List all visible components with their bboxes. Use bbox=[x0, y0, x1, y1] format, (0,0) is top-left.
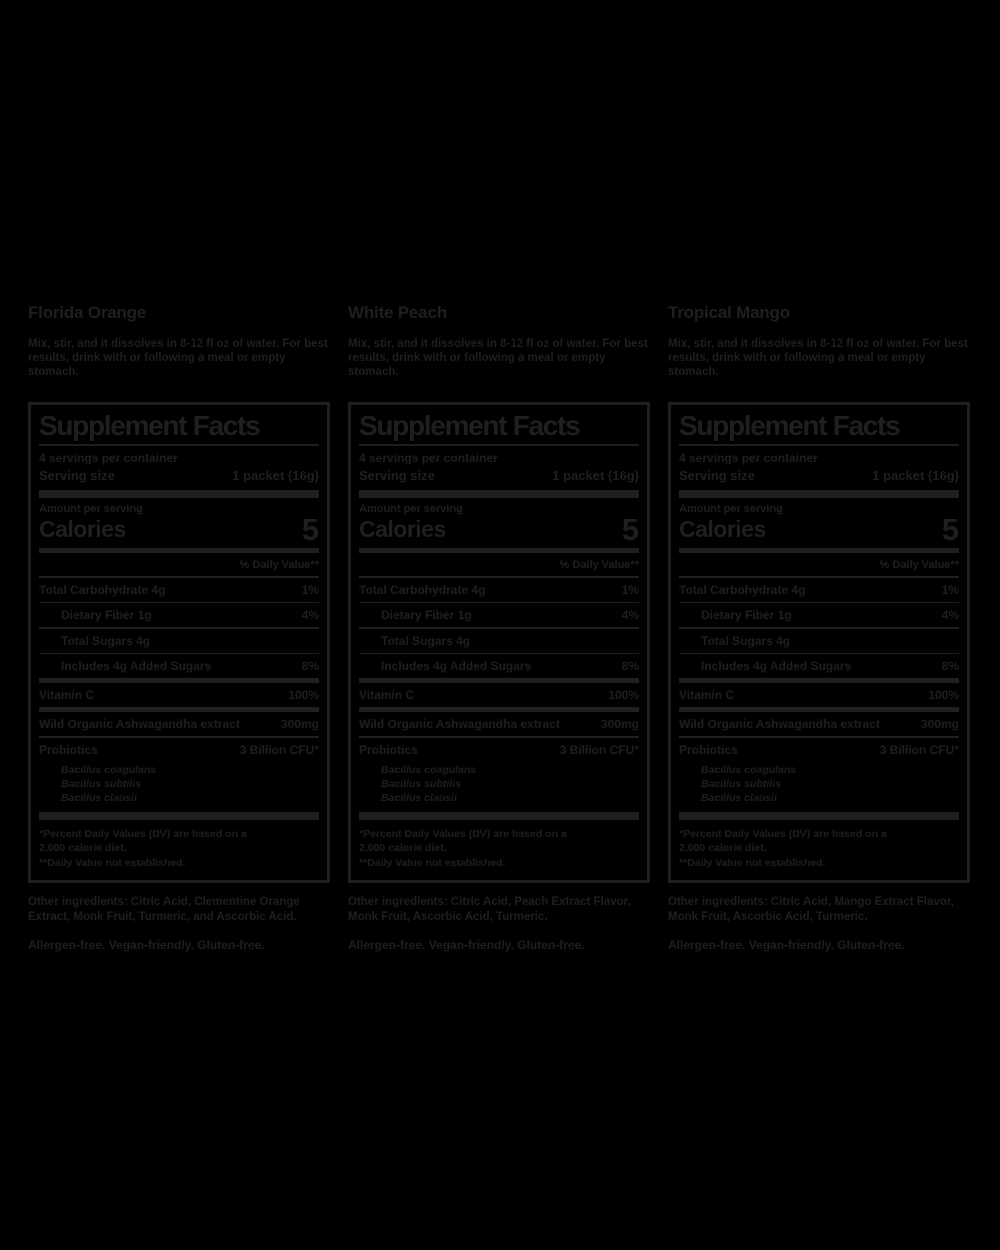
nutrient-row-probiotics bbox=[39, 738, 319, 762]
daily-value-footnote bbox=[359, 820, 639, 873]
nutrient-row-total-carbohydrate bbox=[39, 578, 319, 602]
diet-badges: Allergen-free. Vegan-friendly. Gluten-free. bbox=[668, 938, 905, 953]
flavor-panel bbox=[348, 303, 650, 952]
calories-value: 5 bbox=[301, 512, 319, 548]
serving-size-value: 1 packet (16g) bbox=[232, 468, 319, 484]
probiotic-strain: Bacillus clausii bbox=[701, 791, 777, 804]
nutrient-row-vitamin-c bbox=[679, 683, 959, 707]
serving-size-label: Serving size bbox=[679, 468, 755, 484]
nutrient-row-total-sugars bbox=[679, 629, 959, 653]
supplement-facts-title: Supplement Facts bbox=[359, 410, 580, 441]
nutrient-value: 8% bbox=[301, 659, 319, 674]
footnote-line: 2,000 calorie diet. bbox=[679, 842, 767, 855]
flavor-title: Florida Orange bbox=[28, 303, 147, 322]
flavor-description: Mix, stir, and it dissolves in 8-12 fl oz of water. For best results, drink with or following a meal or empty stomach. bbox=[28, 338, 328, 378]
nutrient-row-ashwagandha bbox=[359, 712, 639, 736]
servings-per-container: 4 servings per container bbox=[39, 451, 178, 466]
divider bbox=[679, 490, 959, 498]
nutrient-value: 8% bbox=[621, 659, 639, 674]
nutrient-label: Includes 4g Added Sugars bbox=[381, 659, 532, 674]
nutrient-row-vitamin-c bbox=[359, 683, 639, 707]
divider bbox=[679, 812, 959, 820]
nutrient-row-dietary-fiber bbox=[359, 603, 639, 627]
flavor-panel bbox=[668, 303, 970, 952]
nutrient-value: 3 Billion CFU* bbox=[879, 742, 959, 757]
nutrient-label: Vitamin C bbox=[39, 688, 95, 703]
nutrient-value: 8% bbox=[941, 659, 959, 674]
amount-per-serving-label: Amount per serving bbox=[679, 503, 783, 516]
nutrient-label: Includes 4g Added Sugars bbox=[61, 659, 212, 674]
nutrient-value: 4% bbox=[621, 608, 639, 623]
serving-size-value: 1 packet (16g) bbox=[552, 468, 639, 484]
nutrient-row-total-carbohydrate bbox=[679, 578, 959, 602]
daily-value-header: % Daily Value** bbox=[559, 559, 639, 572]
divider bbox=[359, 812, 639, 820]
nutrient-value: 4% bbox=[941, 608, 959, 623]
calories-label: Calories bbox=[679, 516, 766, 543]
nutrient-value: 100% bbox=[608, 688, 639, 703]
supplement-facts-panel bbox=[668, 402, 970, 883]
nutrient-value: 300mg bbox=[280, 717, 319, 732]
footnote-line: 2,000 calorie diet. bbox=[359, 842, 447, 855]
daily-value-header: % Daily Value** bbox=[239, 559, 319, 572]
daily-value-footnote bbox=[39, 820, 319, 873]
flavor-description: Mix, stir, and it dissolves in 8-12 fl oz of water. For best results, drink with or following a meal or empty stomach. bbox=[668, 338, 968, 378]
nutrient-label: Wild Organic Ashwagandha extract bbox=[39, 717, 240, 732]
other-ingredients: Other ingredients: Citric Acid, Mango Extract Flavor, Monk Fruit, Ascorbic Acid, Turmeric. bbox=[668, 896, 954, 924]
nutrient-row-total-carbohydrate bbox=[359, 578, 639, 602]
nutrient-label: Probiotics bbox=[359, 742, 418, 757]
amount-per-serving-label: Amount per serving bbox=[39, 503, 143, 516]
nutrient-value: 3 Billion CFU* bbox=[559, 742, 639, 757]
nutrient-label: Vitamin C bbox=[679, 688, 735, 703]
nutrient-row-dietary-fiber bbox=[39, 603, 319, 627]
calories-value: 5 bbox=[621, 512, 639, 548]
other-ingredients: Other ingredients: Citric Acid, Clementine Orange Extract, Monk Fruit, Turmeric, and Ascorbic Acid. bbox=[28, 896, 300, 924]
footnote-line: *Percent Daily Values (DV) are based on a bbox=[359, 827, 567, 840]
flavor-title: Tropical Mango bbox=[668, 303, 790, 322]
nutrient-row-total-sugars bbox=[39, 629, 319, 653]
nutrient-row-ashwagandha bbox=[679, 712, 959, 736]
probiotic-strain-list bbox=[679, 762, 959, 812]
flavor-title: White Peach bbox=[348, 303, 447, 322]
probiotic-strain-list bbox=[359, 762, 639, 812]
footnote-line: **Daily Value not established. bbox=[39, 856, 186, 869]
supplement-facts-panel bbox=[348, 402, 650, 883]
footnote-line: *Percent Daily Values (DV) are based on a bbox=[39, 827, 247, 840]
nutrient-label: Total Sugars 4g bbox=[381, 633, 471, 648]
probiotic-strain: Bacillus subtilis bbox=[381, 777, 461, 790]
nutrient-label: Probiotics bbox=[39, 742, 98, 757]
nutrient-label: Wild Organic Ashwagandha extract bbox=[679, 717, 880, 732]
divider bbox=[39, 490, 319, 498]
nutrient-label: Dietary Fiber 1g bbox=[381, 608, 472, 623]
nutrient-value: 1% bbox=[941, 582, 959, 597]
nutrient-value: 100% bbox=[928, 688, 959, 703]
calories-row bbox=[39, 512, 319, 548]
nutrient-value: 300mg bbox=[600, 717, 639, 732]
nutrient-row-total-sugars bbox=[359, 629, 639, 653]
nutrient-label: Wild Organic Ashwagandha extract bbox=[359, 717, 560, 732]
probiotic-strain: Bacillus clausii bbox=[381, 791, 457, 804]
servings-per-container: 4 servings per container bbox=[679, 451, 818, 466]
footnote-line: **Daily Value not established. bbox=[679, 856, 826, 869]
footnote-line: **Daily Value not established. bbox=[359, 856, 506, 869]
calories-row bbox=[359, 512, 639, 548]
nutrient-row-dietary-fiber bbox=[679, 603, 959, 627]
nutrient-row-added-sugars bbox=[359, 654, 639, 678]
nutrient-row-added-sugars bbox=[679, 654, 959, 678]
serving-size-row bbox=[679, 466, 959, 490]
nutrient-value: 300mg bbox=[920, 717, 959, 732]
serving-size-row bbox=[39, 466, 319, 490]
supplement-facts-title: Supplement Facts bbox=[679, 410, 900, 441]
diet-badges: Allergen-free. Vegan-friendly. Gluten-free. bbox=[28, 938, 265, 953]
probiotic-strain: Bacillus subtilis bbox=[61, 777, 141, 790]
nutrient-label: Total Sugars 4g bbox=[61, 633, 151, 648]
serving-size-value: 1 packet (16g) bbox=[872, 468, 959, 484]
daily-value-header: % Daily Value** bbox=[879, 559, 959, 572]
nutrient-row-ashwagandha bbox=[39, 712, 319, 736]
probiotic-strain: Bacillus coagulans bbox=[61, 763, 157, 776]
serving-size-label: Serving size bbox=[39, 468, 115, 484]
nutrient-row-added-sugars bbox=[39, 654, 319, 678]
nutrient-value: 3 Billion CFU* bbox=[239, 742, 319, 757]
footnote-line: *Percent Daily Values (DV) are based on a bbox=[679, 827, 887, 840]
nutrient-value: 100% bbox=[288, 688, 319, 703]
servings-per-container: 4 servings per container bbox=[359, 451, 498, 466]
serving-size-row bbox=[359, 466, 639, 490]
nutrient-label: Vitamin C bbox=[359, 688, 415, 703]
nutrient-label: Dietary Fiber 1g bbox=[61, 608, 152, 623]
nutrient-value: 1% bbox=[301, 582, 319, 597]
divider bbox=[39, 812, 319, 820]
other-ingredients: Other ingredients: Citric Acid, Peach Extract Flavor, Monk Fruit, Ascorbic Acid, Turmeric. bbox=[348, 896, 631, 924]
nutrient-row-probiotics bbox=[359, 738, 639, 762]
footnote-line: 2,000 calorie diet. bbox=[39, 842, 127, 855]
nutrient-label: Total Carbohydrate 4g bbox=[679, 582, 806, 597]
nutrient-label: Dietary Fiber 1g bbox=[701, 608, 792, 623]
diet-badges: Allergen-free. Vegan-friendly. Gluten-free. bbox=[348, 938, 585, 953]
amount-per-serving-label: Amount per serving bbox=[359, 503, 463, 516]
nutrient-label: Total Sugars 4g bbox=[701, 633, 791, 648]
flavor-description: Mix, stir, and it dissolves in 8-12 fl oz of water. For best results, drink with or following a meal or empty stomach. bbox=[348, 338, 648, 378]
supplement-facts-title: Supplement Facts bbox=[39, 410, 260, 441]
calories-label: Calories bbox=[39, 516, 126, 543]
nutrient-value: 4% bbox=[301, 608, 319, 623]
supplement-facts-panel bbox=[28, 402, 330, 883]
nutrient-row-vitamin-c bbox=[39, 683, 319, 707]
nutrient-label: Total Carbohydrate 4g bbox=[39, 582, 166, 597]
calories-label: Calories bbox=[359, 516, 446, 543]
nutrient-label: Probiotics bbox=[679, 742, 738, 757]
daily-value-footnote bbox=[679, 820, 959, 873]
calories-value: 5 bbox=[941, 512, 959, 548]
probiotic-strain: Bacillus clausii bbox=[61, 791, 137, 804]
probiotic-strain: Bacillus subtilis bbox=[701, 777, 781, 790]
probiotic-strain-list bbox=[39, 762, 319, 812]
probiotic-strain: Bacillus coagulans bbox=[381, 763, 477, 776]
serving-size-label: Serving size bbox=[359, 468, 435, 484]
divider bbox=[359, 490, 639, 498]
calories-row bbox=[679, 512, 959, 548]
probiotic-strain: Bacillus coagulans bbox=[701, 763, 797, 776]
nutrient-row-probiotics bbox=[679, 738, 959, 762]
nutrient-value: 1% bbox=[621, 582, 639, 597]
nutrient-label: Includes 4g Added Sugars bbox=[701, 659, 852, 674]
flavor-panel bbox=[28, 303, 330, 952]
nutrient-label: Total Carbohydrate 4g bbox=[359, 582, 486, 597]
